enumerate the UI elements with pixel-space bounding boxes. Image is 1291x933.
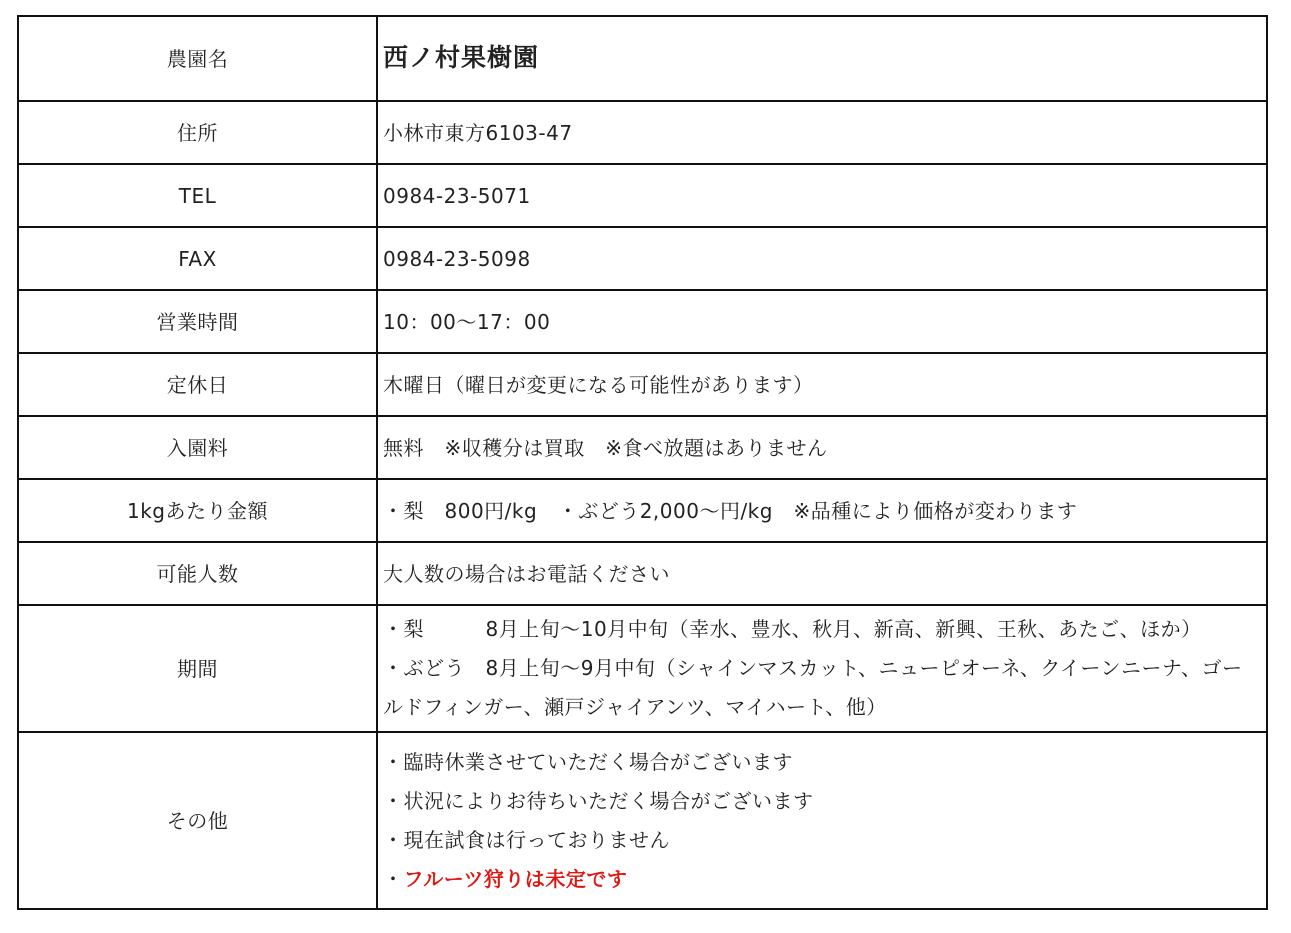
row-farm-name <box>18 16 1267 101</box>
value-hours: 10：00～17：00 <box>377 290 1267 353</box>
value-admission: 無料 ※収穫分は買取 ※食べ放題はありません <box>377 416 1267 479</box>
row-period <box>18 605 1267 732</box>
farm-name: 西ノ村果樹園 <box>383 43 540 73</box>
value-price: ・梨 800円/kg ・ぶどう2,000～円/kg ※品種により価格が変わります <box>377 479 1267 542</box>
label-other: その他 <box>18 732 377 909</box>
row-admission <box>18 416 1267 479</box>
period-line-grape: ・ぶどう 8月上旬～9月中旬（シャインマスカット、ニューピオーネ、クイーンニーナ、ゴールドフィンガー、瀬戸ジャイアンツ、マイハート、他） <box>383 656 1243 719</box>
row-price <box>18 479 1267 542</box>
value-capacity: 大人数の場合はお電話ください <box>377 542 1267 605</box>
value-tel: 0984-23-5071 <box>377 164 1267 227</box>
other-line-temporary-closure: ・臨時休業させていただく場合がございます <box>383 749 793 774</box>
row-hours <box>18 290 1267 353</box>
label-hours: 営業時間 <box>18 290 377 353</box>
label-price: 1kgあたり金額 <box>18 479 377 542</box>
warning-bullet: ・ <box>383 866 404 891</box>
value-other <box>377 732 1267 909</box>
label-address: 住所 <box>18 101 377 164</box>
label-farm-name: 農園名 <box>18 16 377 101</box>
value-farm-name <box>377 16 1267 101</box>
row-capacity <box>18 542 1267 605</box>
label-admission: 入園料 <box>18 416 377 479</box>
other-line-no-tasting: ・現在試食は行っておりません <box>383 827 670 852</box>
farm-info-sheet <box>17 15 1266 910</box>
row-fax <box>18 227 1267 290</box>
farm-info-table <box>17 15 1268 910</box>
row-address <box>18 101 1267 164</box>
label-capacity: 可能人数 <box>18 542 377 605</box>
other-line-waiting: ・状況によりお待ちいただく場合がございます <box>383 788 814 813</box>
value-period <box>377 605 1267 732</box>
other-line-warning <box>383 860 1260 899</box>
label-period: 期間 <box>18 605 377 732</box>
label-tel: TEL <box>18 164 377 227</box>
value-address: 小林市東方6103-47 <box>377 101 1267 164</box>
label-fax: FAX <box>18 227 377 290</box>
value-fax: 0984-23-5098 <box>377 227 1267 290</box>
row-other <box>18 732 1267 909</box>
row-tel <box>18 164 1267 227</box>
period-line-pear: ・梨 8月上旬～10月中旬（幸水、豊水、秋月、新高、新興、王秋、あたご、ほか） <box>383 617 1202 641</box>
row-closed-days <box>18 353 1267 416</box>
value-closed-days: 木曜日（曜日が変更になる可能性があります） <box>377 353 1267 416</box>
warning-text: フルーツ狩りは未定です <box>403 866 628 891</box>
label-closed-days: 定休日 <box>18 353 377 416</box>
